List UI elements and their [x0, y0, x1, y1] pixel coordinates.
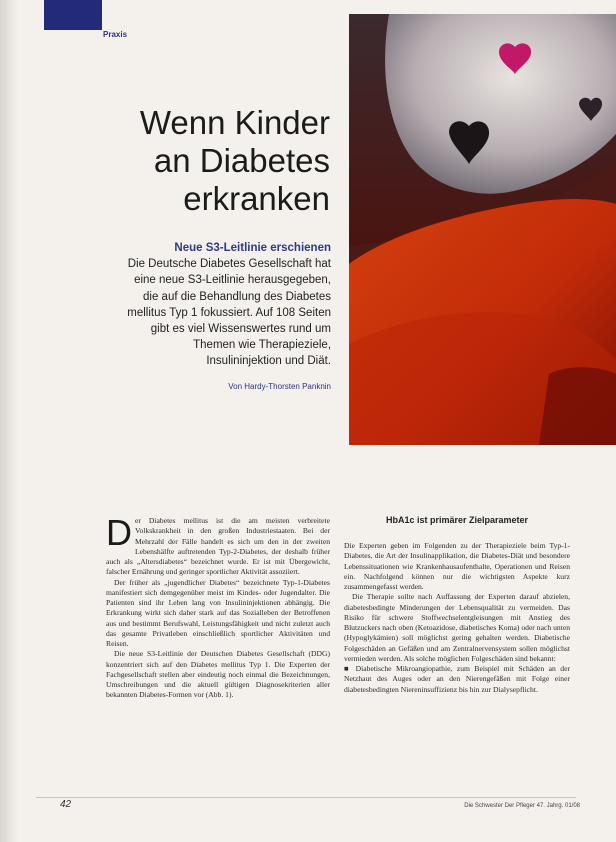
publication-footer: Die Schwester Der Pfleger 47. Jahrg. 01/08	[464, 803, 580, 809]
subsection-heading: HbA1c ist primärer Zielparameter	[385, 515, 529, 525]
body-paragraph: er Diabetes mellitus ist die am meisten verbreitete Volkskrankheit in den großen Industriestaaten. Bei der Mehrzahl der Fälle handelt es sich um den in der zweiten Lebenshälfte auftretenden Typ-2-Diabetes, der deshalb früher auch als „Altersdiabetes“ bezeichnet wurde. Er ist mit Übergewicht, falscher Ernährung und geringer sportlicher Aktivität assoziiert.	[106, 516, 330, 577]
lead-paragraph	[120, 240, 331, 370]
footer-divider	[36, 797, 576, 798]
lead-heading: Neue S3-Leitlinie erschienen	[174, 242, 331, 254]
page-gutter-shadow	[0, 0, 18, 842]
author-byline: Von Hardy-Thorsten Panknin	[228, 382, 331, 391]
bullet-item: ■ Diabetische Mikroangiopathie, zum Beispiel mit Schäden an der Netzhaut des Auges oder an den Nierengefäßen mit Folge einer diabetesbedingten Niereninsuffizienz bis hin zur Dialysepflicht.	[344, 664, 570, 694]
headline-line: Wenn Kinder	[139, 104, 330, 141]
article-photo	[349, 14, 616, 445]
page-number: 42	[60, 799, 72, 810]
section-color-tab	[44, 0, 102, 30]
body-column-left	[106, 512, 330, 701]
headline-line: erkranken	[183, 180, 330, 217]
headline-line: an Diabetes	[153, 142, 330, 179]
article-headline	[100, 104, 330, 218]
body-column-right	[344, 541, 570, 695]
section-label: Praxis	[103, 30, 128, 39]
body-paragraph: Die neue S3-Leitlinie der Deutschen Diabetes Gesellschaft (DDG) konzentriert sich auf den Diabetes mellitus Typ 1. Die Experten der Fachgesellschaft stellen aber eindeutig noch einmal die Bezeichnungen, Umschreibungen und die aktuell gültigen Diagnosekriterien aller bekannten Diabetes-Formen vor (Abb. 1).	[106, 649, 330, 700]
body-paragraph: Der früher als „jugendlicher Diabetes“ bezeichnete Typ-1-Diabetes manifestiert sich demgegenüber meist im Kindes- oder Jugendalter. Die Patienten sind ihr Leben lang von Insulininjektionen abhängig. Die Erkrankung wirkt sich daher stark auf das Sozialleben der Betroffenen aus und bestimmt Berufswahl, Leistungsfähigkeit und nicht zuletzt auch das gesamte Privatleben einschließlich sportlicher Aktivitäten und Reisen.	[106, 577, 330, 648]
drop-cap: D	[106, 512, 132, 553]
body-paragraph: Die Therapie sollte nach Auffassung der Experten darauf abzielen, diabetesbedingte Minderungen der Lebensqualität zu vermeiden. Das Risiko für schwere Stoffwechselentgleisungen mit Anstieg des Blutzuckers nach oben (Ketoazidose, diabetisches Koma) oder nach unten (Hypoglykämien) soll möglichst gering gehalten werden. Diabetische Folgeschäden an Gefäßen und am Zentralnervensystem sollen möglichst vermieden werden. Als solche möglichen Folgeschäden sind bekannt:	[344, 592, 570, 663]
lead-text: Die Deutsche Diabetes Gesellschaft hat eine neue S3-Leitlinie herausgegeben, die auf die Behandlung des Diabetes mellitus Typ 1 fokussiert. Auf 108 Seiten gibt es viel Wissenswertes rund um Themen wie Therapieziele, Insulininjektion und Diät.	[127, 258, 331, 368]
body-paragraph: Die Experten geben im Folgenden zu der Therapieziele beim Typ-1-Diabetes, die Art der Insulinapplikation, die Diabetes-Diät und besondere Lebenssituationen wie Krankenhausaufenthalte, Operationen und Reisen ein. Nachfolgend können nur die wichtigsten Aspekte kurz zusammengefasst werden.	[344, 541, 570, 591]
